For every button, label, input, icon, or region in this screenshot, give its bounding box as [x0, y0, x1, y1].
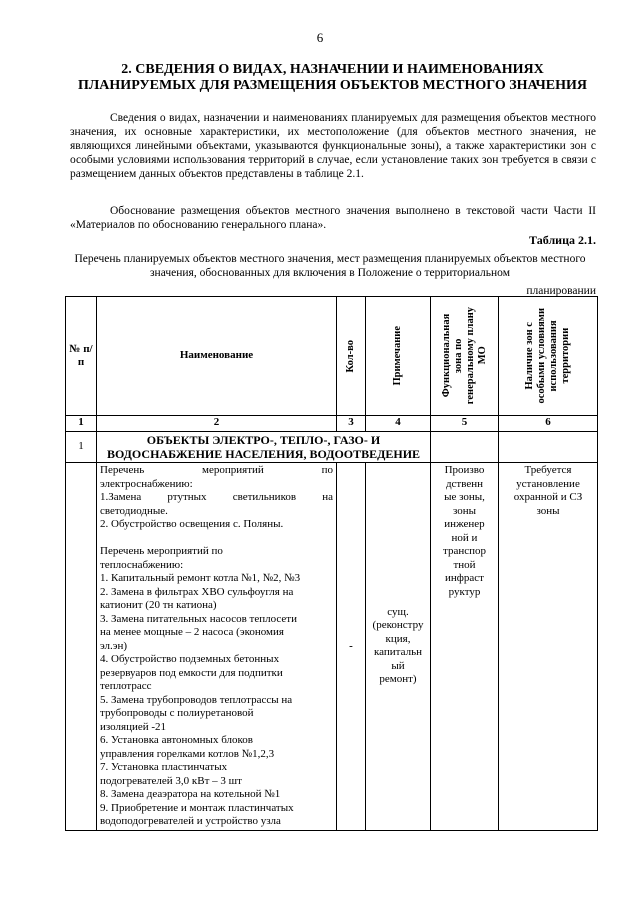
col-number: 6 [499, 416, 598, 432]
header-zone-label: Функциональная зона по генеральному плану МО [440, 307, 488, 405]
zone-line: Произво [444, 464, 485, 476]
col-number: 3 [337, 416, 366, 432]
measure-line: 9. Приобретение и монтаж пластинчатых [100, 801, 294, 814]
section-heading: 2. СВЕДЕНИЯ О ВИДАХ, НАЗНАЧЕНИИ И НАИМЕНОВАНИЯХ ПЛАНИРУЕМЫХ ДЛЯ РАЗМЕЩЕНИЯ ОБЪЕКТОВ МЕСТНОГО ЗНАЧЕНИЯ [77, 62, 588, 93]
col-number: 1 [66, 416, 97, 432]
note-cell [366, 463, 431, 831]
note-line: сущ. [387, 605, 409, 618]
note-line: ый [391, 659, 405, 672]
measure-line: 2. Замена в фильтрах ХВО сульфоугля на [100, 585, 294, 598]
table-caption-tail: планировании [526, 285, 596, 297]
header-name: Наименование [97, 297, 337, 416]
header-num: № п/п [66, 297, 97, 416]
measure-line: светодиодные. [100, 504, 168, 517]
zone-line: инженер [444, 518, 485, 530]
measure-line: 1. Капитальный ремонт котла №1, №2, №3 [100, 572, 301, 584]
name-cell [97, 463, 337, 831]
zone-line: ной и [451, 531, 478, 544]
section-row [66, 432, 598, 463]
measure-line [100, 532, 333, 546]
measure-line: водоподогревателей и устройство узла [100, 815, 281, 827]
section-number: 1 [66, 432, 97, 463]
note-line: (реконстру [372, 619, 424, 632]
measure-line: теплоснабжению: [100, 558, 184, 571]
section-empty-cell [431, 432, 499, 463]
table-caption: Перечень планируемых объектов местного значения, мест размещения планируемых объектов местного значения, обоснованных для включения в Положение о территориальном [74, 253, 586, 279]
note-line: капитальн [373, 646, 422, 659]
measure-line: 5. Замена трубопроводов теплотрассы на [100, 693, 293, 706]
table-row [66, 463, 598, 831]
measure-line: 3. Замена питательных насосов теплосети [100, 612, 297, 625]
note-line: кция, [385, 632, 411, 645]
header-special [499, 297, 598, 416]
special-cell [499, 463, 598, 831]
zone-line: руктур [448, 585, 481, 598]
section-empty-cell [499, 432, 598, 463]
measure-line: трубопроводы с полиуретановой [100, 707, 254, 719]
special-line: зоны [536, 504, 560, 517]
zone-line: транспор [443, 545, 486, 557]
measure-line: 4. Обустройство подземных бетонных [100, 653, 280, 665]
col-number: 5 [431, 416, 499, 432]
special-line: Требуется [524, 464, 572, 476]
col-number: 2 [97, 416, 337, 432]
measure-line: 2. Обустройство освещения с. Поляны. [100, 518, 284, 530]
special-line: охранной и СЗ [513, 491, 583, 503]
row-number-cell [66, 463, 97, 831]
zone-line: зоны [452, 504, 477, 517]
measure-line: электроснабжению: [100, 477, 193, 490]
col-number: 4 [366, 416, 431, 432]
measure-line: эл.эн) [100, 639, 128, 652]
header-note [366, 297, 431, 416]
measure-line: Перечень мероприятий по [100, 545, 223, 557]
qty-cell: - [337, 463, 366, 831]
intro-paragraph: Сведения о видах, назначении и наименованиях планируемых для размещения объектов местного значения, их основные характеристики, их местоположение (для объектов местного значения, не являющихся линейными объектами, указываются функциональные зоны), а также характеристики зон с особыми условиями использования территорий в случае, если установление таких зон требуется в связи с размещением данных объектов представлены в таблице 2.1. [70, 112, 596, 180]
table-header-row [66, 297, 598, 416]
basis-paragraph: Обоснование размещения объектов местного значения выполнено в текстовой части Части II «Материалов по обоснованию генерального плана». [70, 205, 596, 231]
measure-line: Перечень мероприятий по [100, 464, 333, 476]
measure-line: 6. Установка автономных блоков [100, 734, 253, 746]
zone-line: тной [453, 558, 476, 571]
measure-line: теплотрасс [100, 680, 152, 692]
header-zone [431, 297, 499, 416]
measure-line: резервуаров под емкости для подпитки [100, 666, 283, 679]
zone-line: ые зоны, [444, 491, 485, 503]
measure-line: катионит (20 тн катиона) [100, 599, 217, 611]
table-label: Таблица 2.1. [529, 233, 596, 247]
measure-line: 7. Установка пластинчатых [100, 761, 228, 773]
header-qty-label: Кол-во [345, 339, 356, 373]
zone-line: дственн [445, 477, 484, 490]
measure-line: управления горелками котлов №1,2,3 [100, 747, 275, 760]
header-note-label: Примечание [392, 326, 403, 386]
measure-line: изоляцией -21 [100, 720, 167, 733]
measure-line: на менее мощные – 2 насоса (экономия [100, 626, 284, 638]
zone-cell [431, 463, 499, 831]
measure-line: 1.Замена ртутных светильников на [100, 491, 333, 503]
zone-line: инфраст [445, 572, 484, 584]
page-number: 6 [316, 30, 324, 45]
special-line: установление [516, 477, 580, 490]
measure-line: подогревателей 3,0 кВт – 3 шт [100, 774, 242, 787]
header-qty [337, 297, 366, 416]
header-special-label: Наличие зон с особыми условиями использования территории [524, 308, 571, 404]
objects-table [65, 296, 598, 831]
note-line: ремонт) [379, 673, 417, 686]
column-number-row [66, 416, 598, 432]
section-title: ОБЪЕКТЫ ЭЛЕКТРО-, ТЕПЛО-, ГАЗО- И ВОДОСНАБЖЕНИЕ НАСЕЛЕНИЯ, ВОДООТВЕДЕНИЕ [97, 432, 431, 463]
measure-line: 8. Замена деаэратора на котельной №1 [100, 788, 281, 800]
